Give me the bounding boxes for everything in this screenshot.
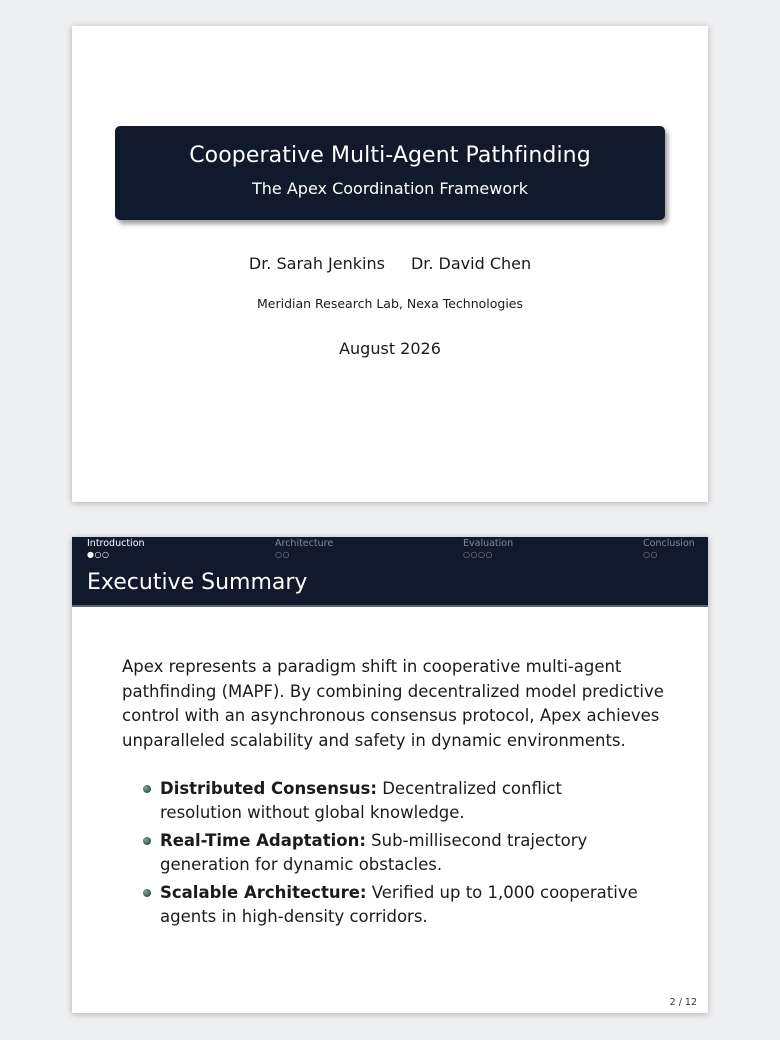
content-slide bbox=[72, 537, 708, 1013]
nav-progress-dots[interactable]: ○○ bbox=[643, 550, 658, 559]
section-navigation-bar bbox=[72, 537, 708, 607]
presentation-title: Cooperative Multi-Agent Pathfinding bbox=[189, 143, 591, 168]
affiliation: Meridian Research Lab, Nexa Technologies bbox=[256, 296, 523, 311]
nav-section-evaluation[interactable] bbox=[463, 538, 513, 561]
list-item bbox=[142, 829, 642, 877]
title-block bbox=[115, 126, 665, 220]
bullet-text: Decentralized conflict resolution without global knowledge. bbox=[160, 779, 562, 822]
bullet-icon bbox=[143, 837, 151, 845]
nav-progress-dots[interactable]: ●○○ bbox=[87, 550, 110, 559]
list-item bbox=[142, 881, 642, 929]
bullet-text: Sub-millisecond trajectory generation for dynamic obstacles. bbox=[160, 831, 588, 874]
bullet-icon bbox=[143, 889, 151, 897]
author-name: Dr. David Chen bbox=[410, 254, 532, 273]
nav-section-conclusion[interactable] bbox=[643, 538, 695, 561]
bullet-term: Real-Time Adaptation: bbox=[160, 831, 366, 850]
title-slide bbox=[72, 26, 708, 502]
nav-section-architecture[interactable] bbox=[275, 538, 333, 561]
nav-section-label: Introduction bbox=[87, 538, 145, 549]
nav-section-label: Conclusion bbox=[643, 538, 695, 549]
nav-progress-dots[interactable]: ○○ bbox=[275, 550, 290, 559]
bullet-text: Verified up to 1,000 cooperative agents in high-density corridors. bbox=[160, 883, 638, 926]
summary-paragraph: Apex represents a paradigm shift in cooperative multi-agent pathfinding (MAPF). By combining decentralized model predictive control with an asynchronous consensus protocol, Apex achieves unparalleled scalability and safety in dynamic environments. bbox=[122, 657, 664, 750]
bullet-term: Distributed Consensus: bbox=[160, 779, 377, 798]
nav-section-label: Architecture bbox=[275, 538, 334, 549]
page-number: 2 / 12 bbox=[669, 997, 697, 1008]
slide-title: Executive Summary bbox=[87, 570, 308, 595]
bullet-term: Scalable Architecture: bbox=[160, 883, 367, 902]
author-name: Dr. Sarah Jenkins bbox=[248, 254, 385, 273]
presentation-date: August 2026 bbox=[339, 339, 441, 358]
authors bbox=[72, 254, 708, 273]
bullet-icon bbox=[143, 785, 151, 793]
nav-progress-dots[interactable]: ○○○○ bbox=[463, 550, 493, 559]
nav-section-introduction[interactable] bbox=[87, 538, 145, 561]
bullet-list bbox=[142, 777, 642, 933]
nav-section-label: Evaluation bbox=[463, 538, 514, 549]
presentation-subtitle: The Apex Coordination Framework bbox=[252, 179, 528, 198]
list-item bbox=[142, 777, 642, 825]
